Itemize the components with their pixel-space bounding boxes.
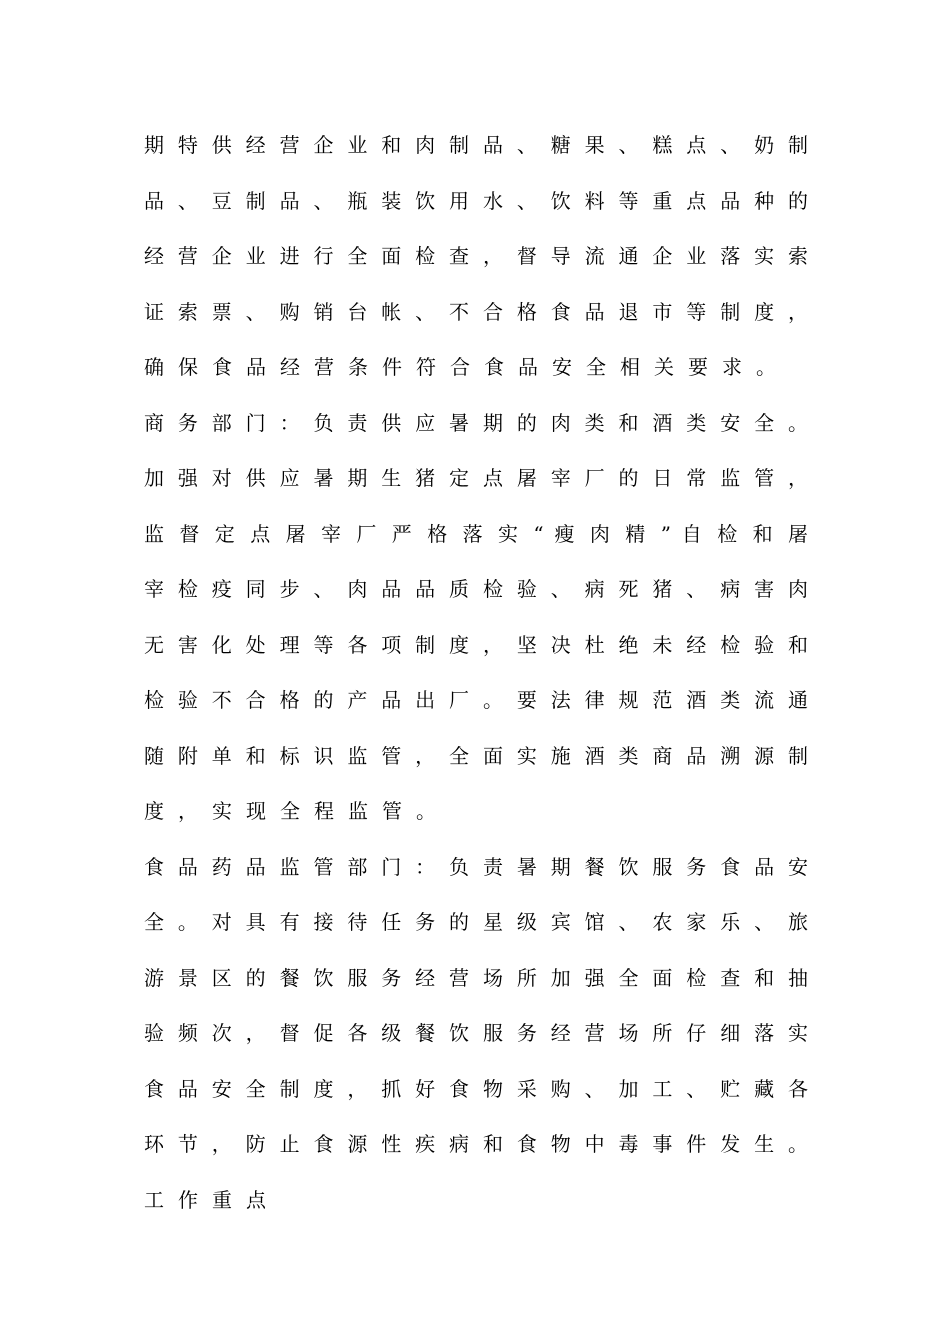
text-line: 随 附 单 和 标 识 监 管 ， 全 面 实 施 酒 类 商 品 溯 源 制 <box>144 744 808 768</box>
text-line: 商 务 部 门 ： 负 责 供 应 暑 期 的 肉 类 和 酒 类 安 全 。 <box>144 411 808 435</box>
text-line: 加 强 对 供 应 暑 期 生 猪 定 点 屠 宰 厂 的 日 常 监 管 ， <box>144 466 808 490</box>
text-line: 期 特 供 经 营 企 业 和 肉 制 品 、 糖 果 、 糕 点 、 奶 制 <box>144 133 808 157</box>
text-line: 宰 检 疫 同 步 、 肉 品 品 质 检 验 、 病 死 猪 、 病 害 肉 <box>144 577 808 601</box>
text-line: 工作重点 <box>144 1188 280 1212</box>
text-line: 证 索 票 、 购 销 台 帐 、 不 合 格 食 品 退 市 等 制 度 ， <box>144 300 808 324</box>
text-line: 无 害 化 处 理 等 各 项 制 度 ， 坚 决 杜 绝 未 经 检 验 和 <box>144 633 808 657</box>
text-line: 检 验 不 合 格 的 产 品 出 厂 。 要 法 律 规 范 酒 类 流 通 <box>144 688 808 712</box>
text-line: 经 营 企 业 进 行 全 面 检 查 ， 督 导 流 通 企 业 落 实 索 <box>144 244 808 268</box>
text-line: 品 、 豆 制 品 、 瓶 装 饮 用 水 、 饮 料 等 重 点 品 种 的 <box>144 189 808 213</box>
text-line: 食 品 药 品 监 管 部 门 ： 负 责 暑 期 餐 饮 服 务 食 品 安 <box>144 855 808 879</box>
text-line: 游 景 区 的 餐 饮 服 务 经 营 场 所 加 强 全 面 检 查 和 抽 <box>144 966 808 990</box>
text-line: 验 频 次 ， 督 促 各 级 餐 饮 服 务 经 营 场 所 仔 细 落 实 <box>144 1021 808 1045</box>
text-line: 确保食品经营条件符合食品安全相关要求。 <box>144 355 790 379</box>
text-line: 监 督 定 点 屠 宰 厂 严 格 落 实 “ 瘦 肉 精 ” 自 检 和 屠 <box>144 522 808 546</box>
text-line: 食 品 安 全 制 度 ， 抓 好 食 物 采 购 、 加 工 、 贮 藏 各 <box>144 1077 808 1101</box>
text-line: 全 。 对 具 有 接 待 任 务 的 星 级 宾 馆 、 农 家 乐 、 旅 <box>144 910 808 934</box>
text-line: 环 节 ， 防 止 食 源 性 疾 病 和 食 物 中 毒 事 件 发 生 。 <box>144 1132 808 1156</box>
text-line: 度，实现全程监管。 <box>144 799 450 823</box>
